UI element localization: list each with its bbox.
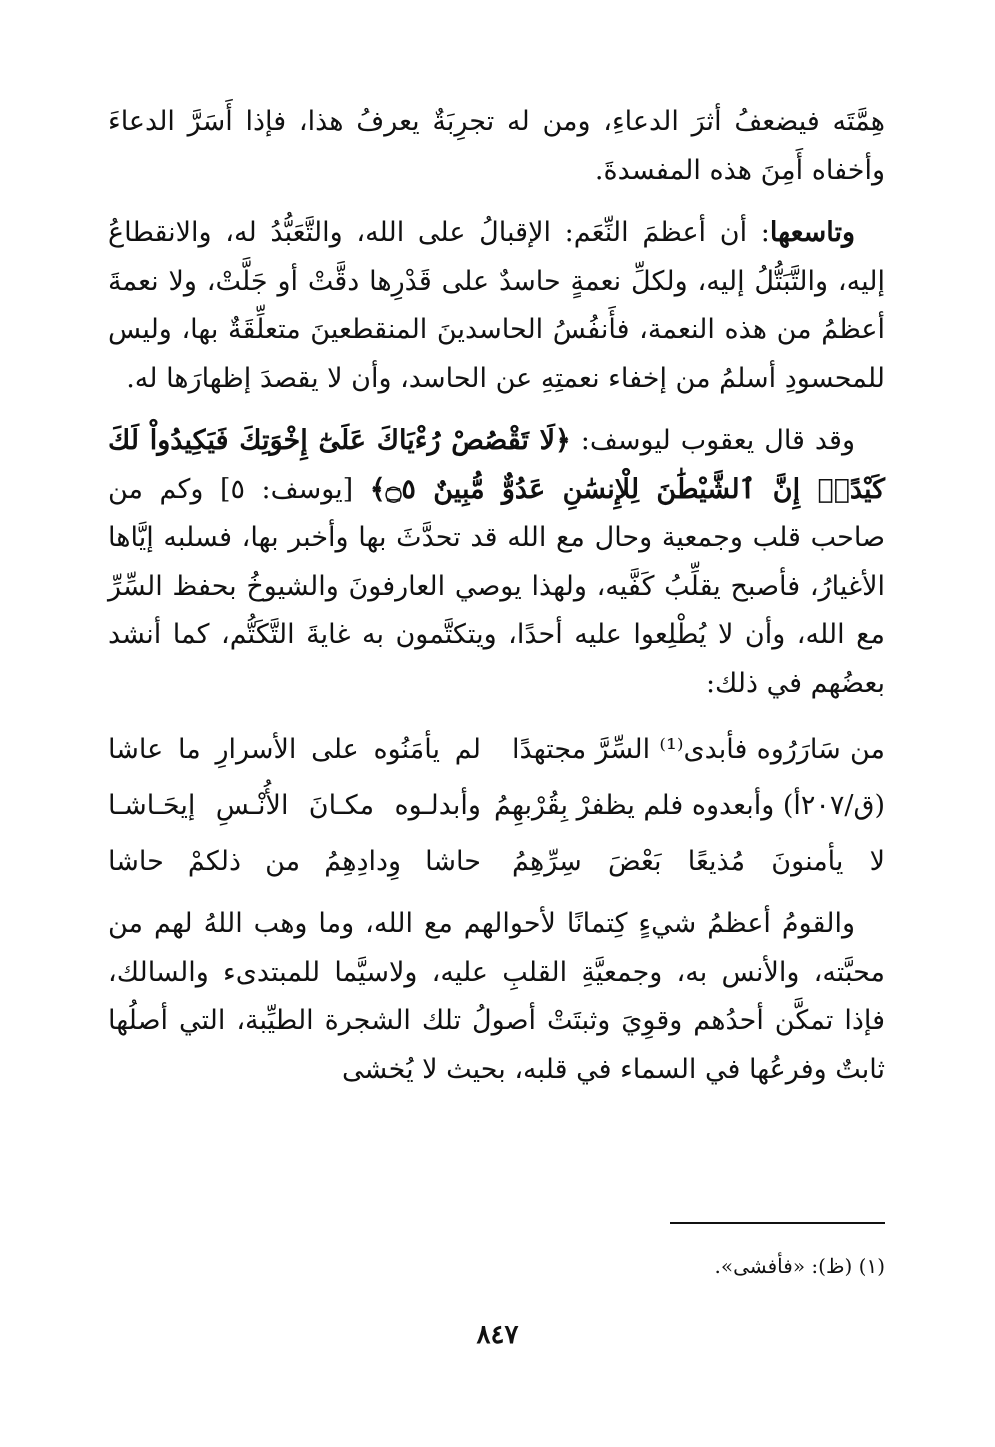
paragraph-1: هِمَّتَه فيضعفُ أثرَ الدعاءِ، ومن له تجرِبَةٌ يعرفُ هذا، فإذا أَسَرَّ الدعاءَ وأخفاه أَمِنَ هذه المفسدةَ.	[108, 106, 885, 186]
footnote-divider	[670, 1222, 885, 1224]
paragraph-4: والقومُ أعظمُ شيءٍ كِتمانًا لأحوالهم مع الله، وما وهب اللهُ لهم من محبَّته، والأنس به، وجمعيَّةِ القلبِ عليه، ولاسيَّما للمبتدىء والسالك، فإذا تمكَّن أحدُهم وقوِيَ وثبتَتْ أصولُ تلك الشجرة الطيِّبة، التي أصلُها ثابتٌ وفرعُها في السماء في قلبه، بحيث لا يُخشى	[108, 908, 885, 1085]
verse-line	[108, 778, 885, 834]
paragraph-3-intro: وقد قال يعقوب ليوسف:	[570, 425, 855, 456]
verse-line	[108, 722, 885, 778]
verse-second-hemistich: وأبدلـوه مكـانَ الأُنْـسِ إيحَـاشـا	[108, 789, 481, 821]
paragraph-2-text: : أن أعظمَ النِّعَم: الإقبالُ على الله، والتَّعَبُّدُ له، والانقطاعُ إليه، والتَّبَتُّلُ إليه، ولكلِّ نعمةٍ حاسدٌ على قَدْرِها دقَّتْ أو جَلَّتْ، ولا نعمةَ أعظمُ من هذه النعمة، فأَنفُسُ الحاسدينَ المنقطعينَ متعلِّقَةٌ بها، وليس للمحسودِ أسلمُ من إخفاء نعمتِهِ عن الحاسد، وأن لا يقصدَ إظهارَها له.	[108, 217, 885, 394]
verse-second-hemistich: لم يأمَنُوه على الأسرارِ ما عاشا	[108, 733, 481, 765]
page-number: ٨٤٧	[476, 1320, 519, 1350]
paragraph-2-lead: وتاسعها	[769, 217, 855, 248]
footnote: (١) (ظ): «فأفشى».	[714, 1254, 885, 1278]
verse-first-hemistich: (ق/٢٠٧أ) وأبعدوه فلم يظفرْ بِقُرْبهِمُ	[494, 789, 885, 821]
quran-verse: ﴿لَا تَقْصُصْ رُءْيَاكَ عَلَىٰٓ إِخْوَتِكَ فَيَكِيدُواْ لَكَ كَيْدًاۖ إِنَّ ٱلشَّيْطَٰنَ لِلْإِنسَٰنِ عَدُوٌّ مُّبِينٌ ۝٥﴾	[108, 425, 885, 505]
verse-second-hemistich: حاشا وِدادِهِمُ من ذلكمْ حاشا	[108, 845, 481, 877]
paragraph-3-text: [يوسف: ٥] وكم من صاحب قلب وجمعية وحال مع الله قد تحدَّثَ بها وأخبر بها، فسلبه إيَّاها الأغيارُ، فأصبح يقلِّبُ كَفَّيه، ولهذا يوصي العارفونَ والشيوخُ بحفظ السِّرِّ مع الله، وأن لا يُطْلِعوا عليه أحدًا، ويتكتَّمون به غايةَ التَّكَتُّم، كما أنشد بعضُهم في ذلك:	[108, 473, 885, 699]
main-text	[108, 98, 885, 1108]
verse-first-hemistich: لا يأمنونَ مُذيعًا بَعْضَ سِرِّهِمُ	[512, 845, 885, 877]
verse-first-hemistich: من سَارَرُوه فأبدى⁽¹⁾ السِّرَّ مجتهدًا	[512, 733, 885, 765]
paragraph-3	[108, 417, 885, 708]
poetry-block	[108, 722, 885, 890]
paragraph-2	[108, 209, 885, 403]
verse-line	[108, 834, 885, 890]
